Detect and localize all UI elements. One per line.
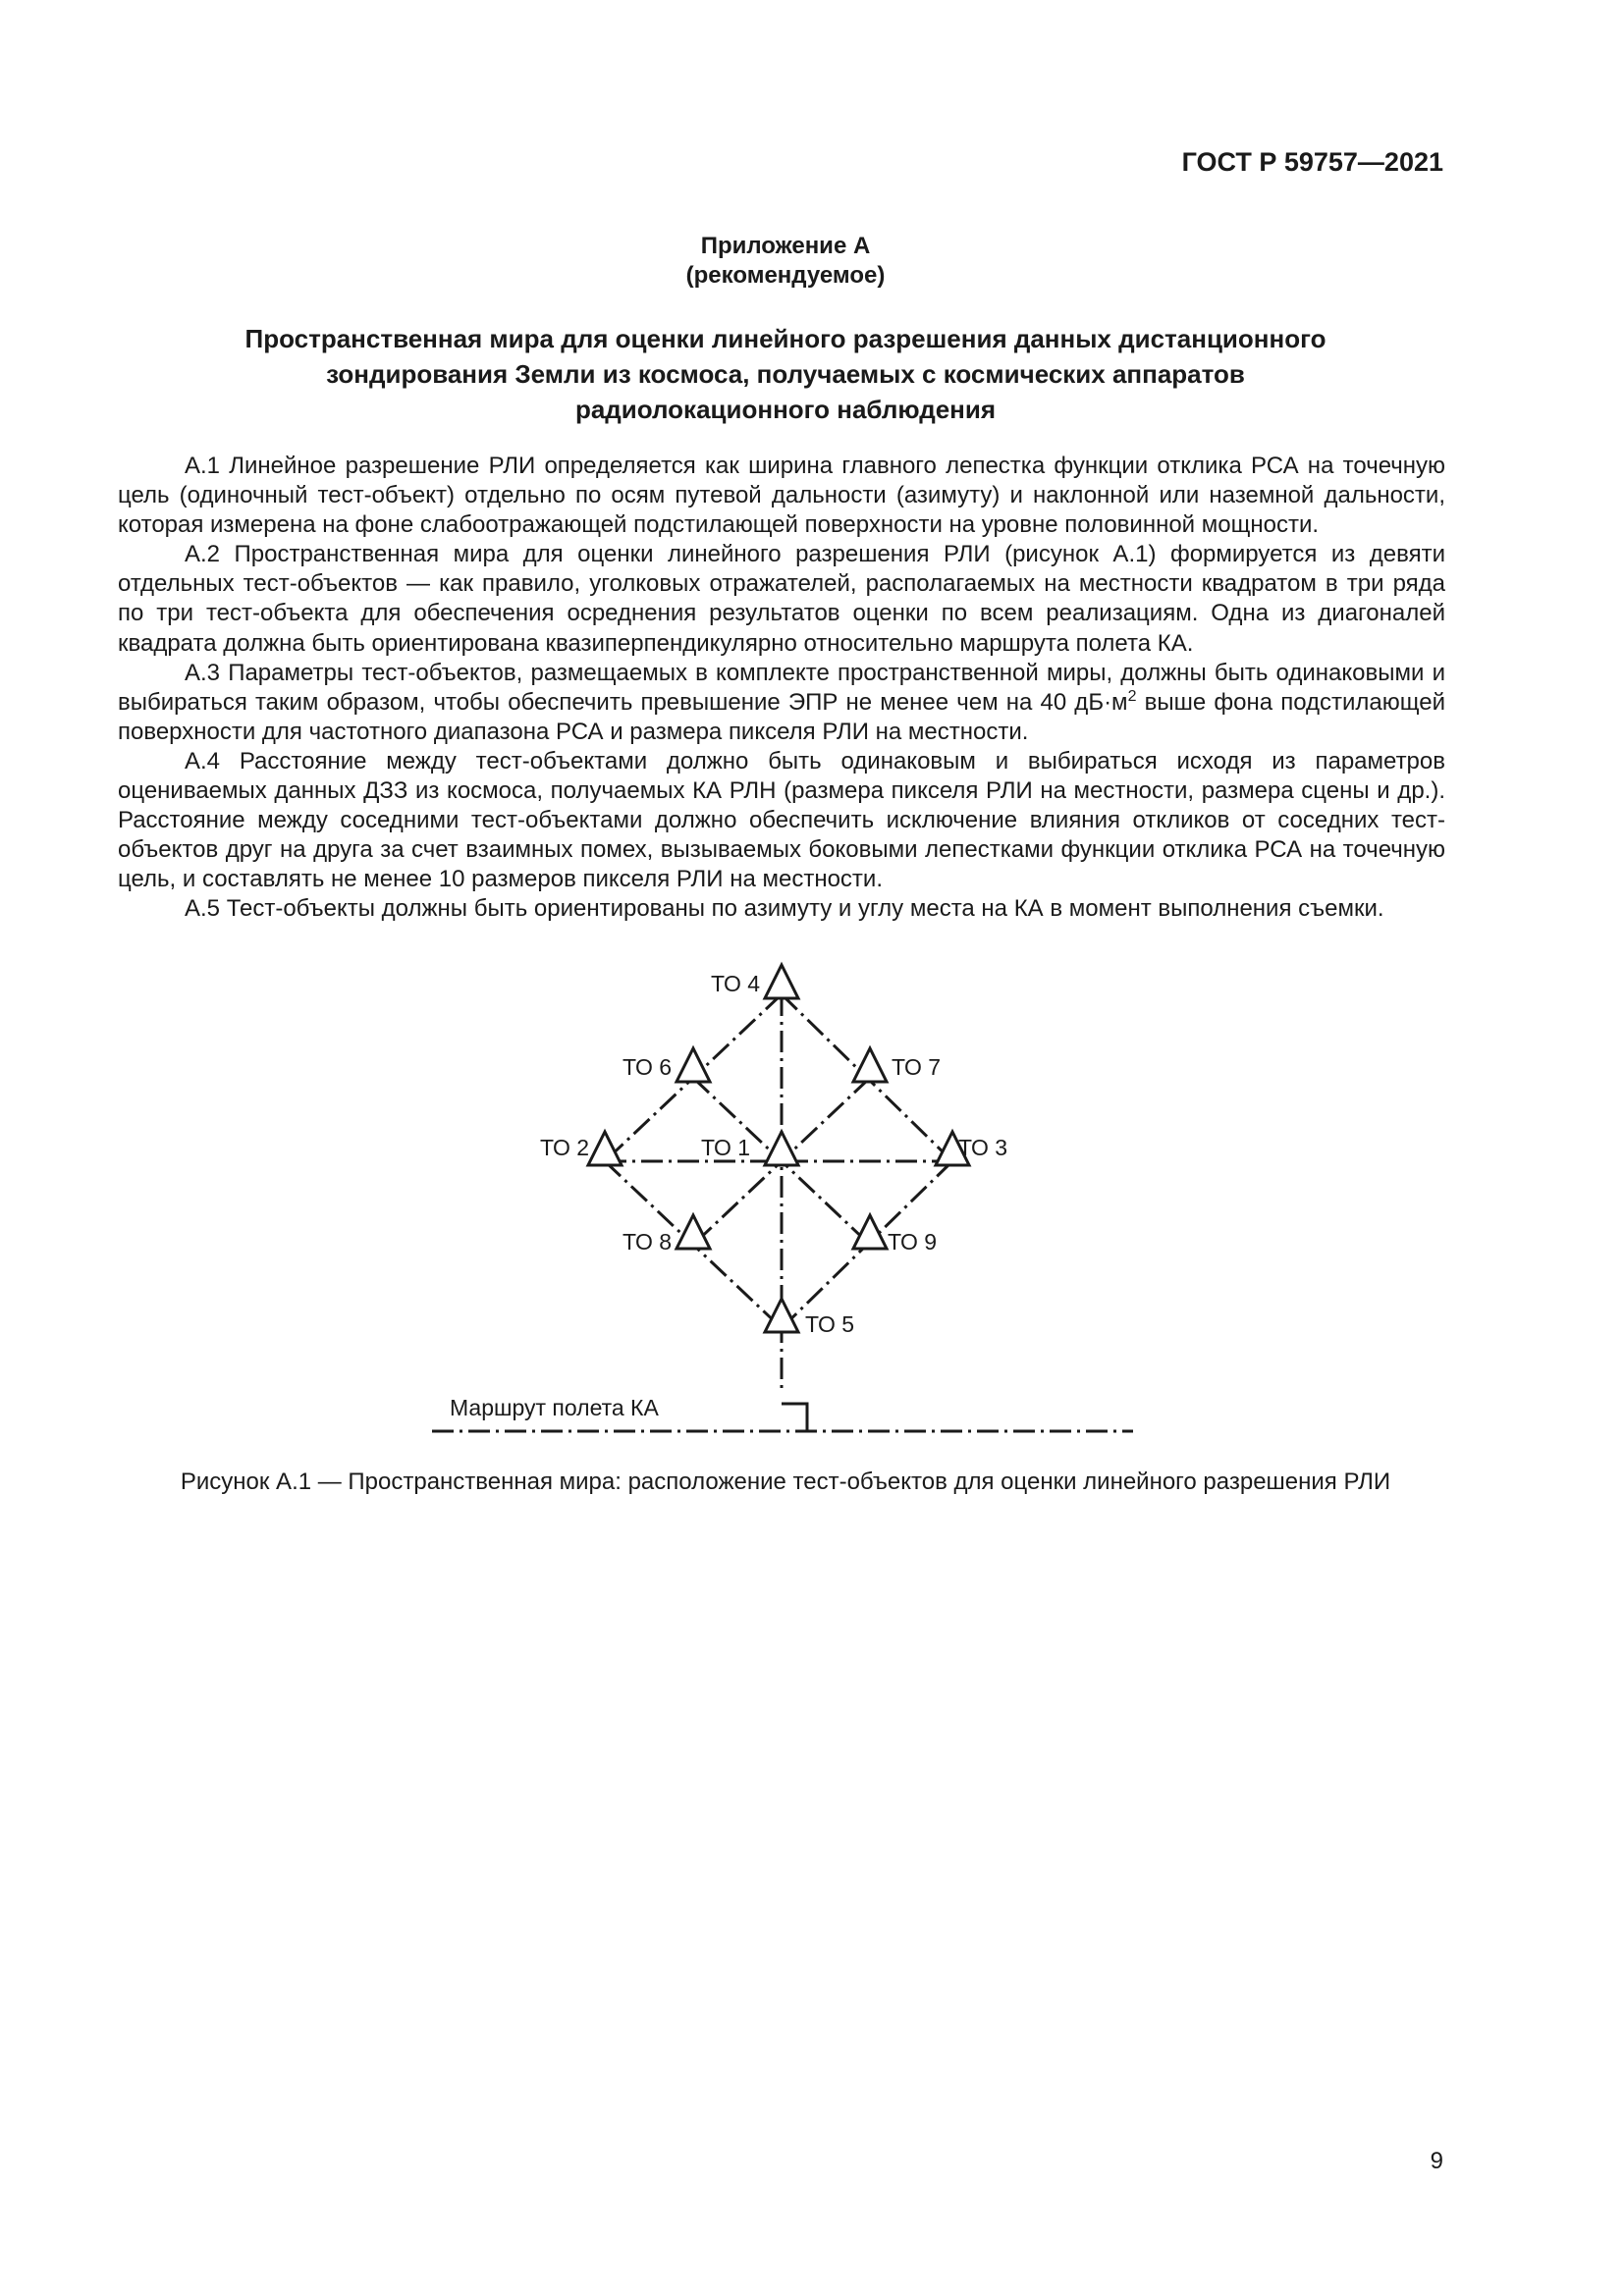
- paragraph-a3-text-start: А.3 Параметры тест-объектов, размещаемых в комплекте пространственной миры, должны быть одинаковыми и выбираться таким образом, чтобы обеспечить превышение ЭПР не менее чем на 40 дБ·м: [118, 659, 1445, 716]
- figure-a1: [422, 947, 1149, 1438]
- test-objects: [588, 965, 969, 1332]
- annex-label: Приложение А: [700, 233, 871, 259]
- test-object-to7-icon: [853, 1048, 887, 1082]
- paragraph-a1: А.1 Линейное разрешение РЛИ определяется как ширина главного лепестка функции отклика РСА на точечную цель (одиночный тест-объект) отдельно по осям путевой дальности (азимуту) и наклонной или наземной дальности, которая измерена на фоне слабоотражающей подстилающей поверхности на уровне половинной мощности.: [118, 453, 1445, 539]
- paragraph-a4: А.4 Расстояние между тест-объектами должно быть одинаковым и выбираться исходя из параметров оцениваемых данных ДЗЗ из космоса, получаемых КА РЛН (размера пикселя РЛИ на местности, размера сцены и др.). Расстояние между соседними тест-объектами должно обеспечить исключение влияния откликов от соседних тест-объектов друг на друга за счет взаимных помех, вызываемых боковыми лепестками функции отклика РСА на точечную цель, и составлять не менее 10 размеров пикселя РЛИ на местности.: [118, 747, 1445, 893]
- test-object-to1-icon: [765, 1132, 798, 1165]
- label-to5: ТО 5: [805, 1311, 855, 1337]
- annex-title: [0, 321, 1571, 427]
- test-object-layout-diagram: [422, 947, 1149, 1438]
- test-object-to4-icon: [765, 965, 798, 998]
- right-angle-mark: [782, 1404, 807, 1431]
- document-code: ГОСТ Р 59757—2021: [1181, 147, 1443, 177]
- annex-title-line-2: зондирования Земли из космоса, получаемых с космических аппаратов: [326, 359, 1245, 389]
- label-to1: ТО 1: [701, 1135, 751, 1160]
- paragraph-a3-text-end: выше фона подстилающей поверхности для частотного диапазона РСА и размера пикселя РЛИ на местности.: [118, 688, 1445, 745]
- paragraph-a3: [118, 659, 1445, 747]
- label-to3: ТО 3: [958, 1135, 1008, 1160]
- label-to6: ТО 6: [623, 1054, 673, 1080]
- label-to7: ТО 7: [892, 1054, 942, 1080]
- body-text: [118, 452, 1445, 925]
- label-to8: ТО 8: [623, 1229, 673, 1255]
- page-number: 9: [1430, 2148, 1443, 2174]
- test-object-to6-icon: [677, 1048, 710, 1082]
- connection-lines: [432, 994, 1133, 1431]
- label-to9: ТО 9: [888, 1229, 938, 1255]
- label-to4: ТО 4: [711, 971, 761, 996]
- annex-title-line-1: Пространственная мира для оценки линейного разрешения данных дистанционного: [244, 324, 1326, 353]
- superscript-2: 2: [1127, 687, 1137, 705]
- paragraph-a5: А.5 Тест-объекты должны быть ориентированы по азимуту и углу места на КА в момент выполнения съемки.: [185, 895, 1384, 923]
- paragraph-a2: А.2 Пространственная мира для оценки линейного разрешения РЛИ (рисунок А.1) формируется из девяти отдельных тест-объектов — как правило, уголковых отражателей, располагаемых на местности квадратом в три ряда по три тест-объекта для обеспечения осреднения результатов оценки по всем реализациям. Одна из диагоналей квадрата должна быть ориентирована квазиперпендикулярно относительно маршрута полета КА.: [118, 541, 1445, 657]
- annex-heading: [0, 232, 1571, 291]
- annex-status: (рекомендуемое): [685, 262, 886, 289]
- figure-caption: Рисунок А.1 — Пространственная мира: расположение тест-объектов для оценки линейного разрешения РЛИ: [180, 1468, 1391, 1495]
- label-to2: ТО 2: [540, 1135, 590, 1160]
- flight-route-label: Маршрут полета КА: [450, 1395, 659, 1420]
- annex-title-line-3: радиолокационного наблюдения: [574, 395, 997, 424]
